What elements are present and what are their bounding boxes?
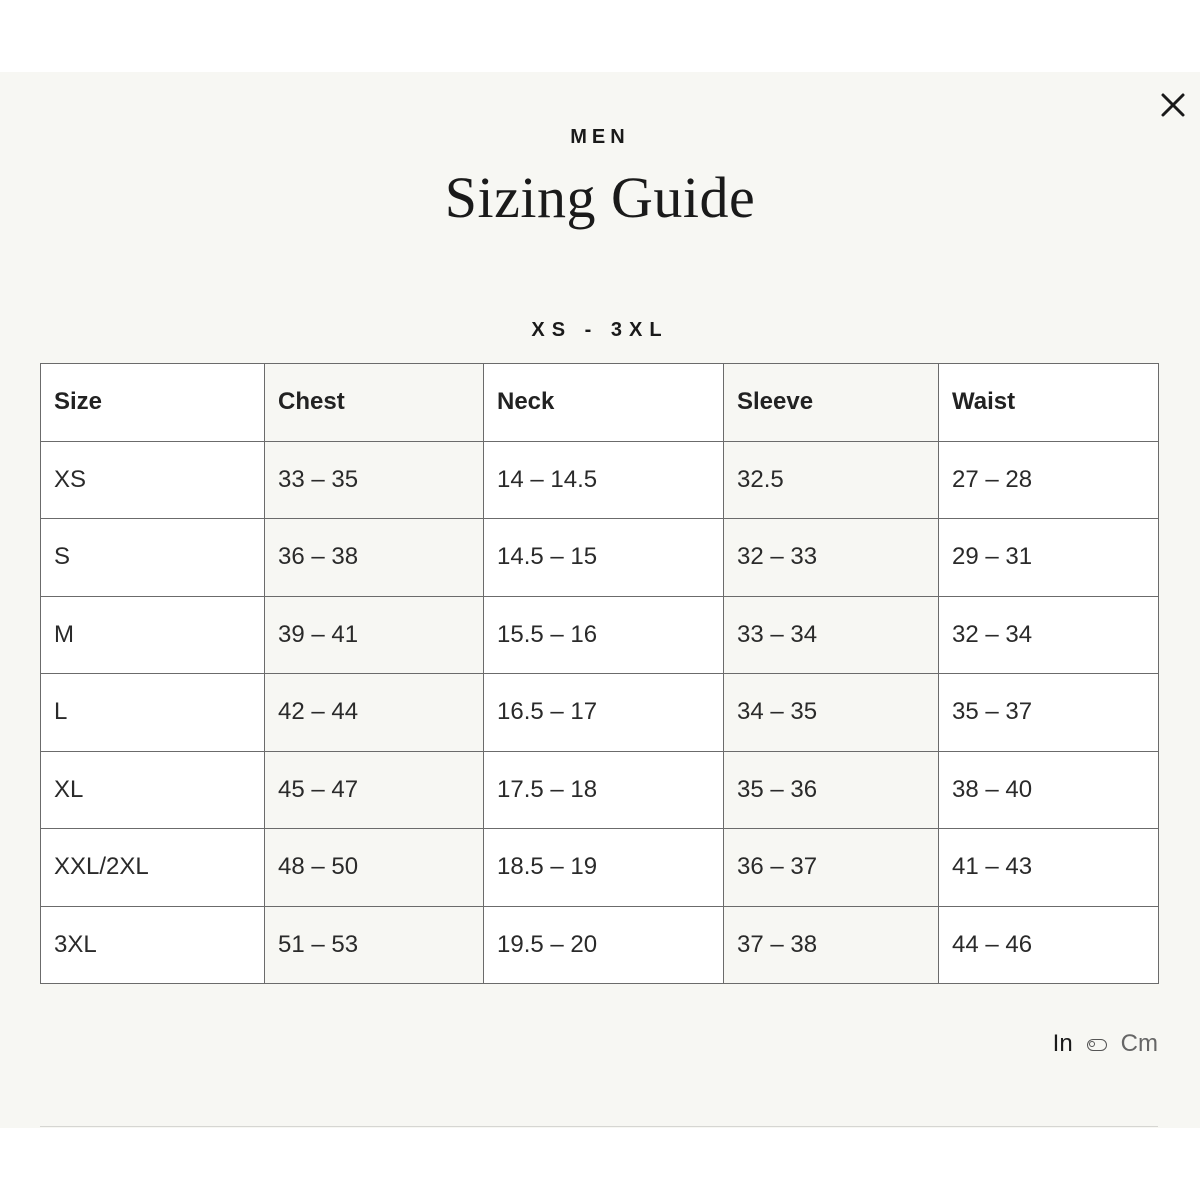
table-row xyxy=(41,906,1159,984)
cell-size: S xyxy=(41,519,265,597)
unit-toggle[interactable] xyxy=(1053,1030,1158,1058)
cell-sleeve: 32.5 xyxy=(724,441,939,519)
cell-size: 3XL xyxy=(41,906,265,984)
cell-sleeve: 35 – 36 xyxy=(724,751,939,829)
unit-switch[interactable] xyxy=(1087,1039,1107,1051)
cell-chest: 51 – 53 xyxy=(265,906,484,984)
cell-chest: 39 – 41 xyxy=(265,596,484,674)
cell-chest: 42 – 44 xyxy=(265,674,484,752)
table-row xyxy=(41,596,1159,674)
cell-sleeve: 36 – 37 xyxy=(724,829,939,907)
cell-size: M xyxy=(41,596,265,674)
cell-size: XXL/2XL xyxy=(41,829,265,907)
close-button[interactable] xyxy=(1160,92,1186,118)
size-table xyxy=(40,363,1159,984)
sizing-guide-modal xyxy=(0,72,1200,1128)
table-row xyxy=(41,441,1159,519)
table-row xyxy=(41,751,1159,829)
cell-size: XS xyxy=(41,441,265,519)
column-header-chest: Chest xyxy=(265,364,484,442)
column-header-size: Size xyxy=(41,364,265,442)
column-header-waist: Waist xyxy=(939,364,1159,442)
cell-neck: 18.5 – 19 xyxy=(484,829,724,907)
unit-cm-label[interactable]: Cm xyxy=(1120,1030,1158,1057)
table-row xyxy=(41,674,1159,752)
divider xyxy=(40,1126,1158,1127)
table-header-row xyxy=(41,364,1159,442)
cell-waist: 38 – 40 xyxy=(939,751,1159,829)
cell-waist: 35 – 37 xyxy=(939,674,1159,752)
cell-waist: 27 – 28 xyxy=(939,441,1159,519)
cell-neck: 14.5 – 15 xyxy=(484,519,724,597)
unit-inches-label[interactable]: In xyxy=(1052,1030,1073,1057)
close-icon xyxy=(1160,92,1186,118)
cell-sleeve: 33 – 34 xyxy=(724,596,939,674)
size-range-label: XS - 3XL xyxy=(531,319,669,341)
cell-neck: 16.5 – 17 xyxy=(484,674,724,752)
cell-size: XL xyxy=(41,751,265,829)
table-row xyxy=(41,829,1159,907)
cell-neck: 15.5 – 16 xyxy=(484,596,724,674)
cell-waist: 32 – 34 xyxy=(939,596,1159,674)
cell-chest: 48 – 50 xyxy=(265,829,484,907)
cell-sleeve: 34 – 35 xyxy=(724,674,939,752)
cell-neck: 19.5 – 20 xyxy=(484,906,724,984)
cell-sleeve: 37 – 38 xyxy=(724,906,939,984)
cell-waist: 44 – 46 xyxy=(939,906,1159,984)
page-title: Sizing Guide xyxy=(444,165,756,230)
cell-chest: 36 – 38 xyxy=(265,519,484,597)
toggle-knob-icon xyxy=(1089,1041,1095,1047)
cell-waist: 29 – 31 xyxy=(939,519,1159,597)
column-header-neck: Neck xyxy=(484,364,724,442)
cell-size: L xyxy=(41,674,265,752)
table-row xyxy=(41,519,1159,597)
cell-neck: 17.5 – 18 xyxy=(484,751,724,829)
category-eyebrow: MEN xyxy=(570,126,630,148)
cell-sleeve: 32 – 33 xyxy=(724,519,939,597)
cell-chest: 33 – 35 xyxy=(265,441,484,519)
column-header-sleeve: Sleeve xyxy=(724,364,939,442)
cell-chest: 45 – 47 xyxy=(265,751,484,829)
cell-neck: 14 – 14.5 xyxy=(484,441,724,519)
cell-waist: 41 – 43 xyxy=(939,829,1159,907)
